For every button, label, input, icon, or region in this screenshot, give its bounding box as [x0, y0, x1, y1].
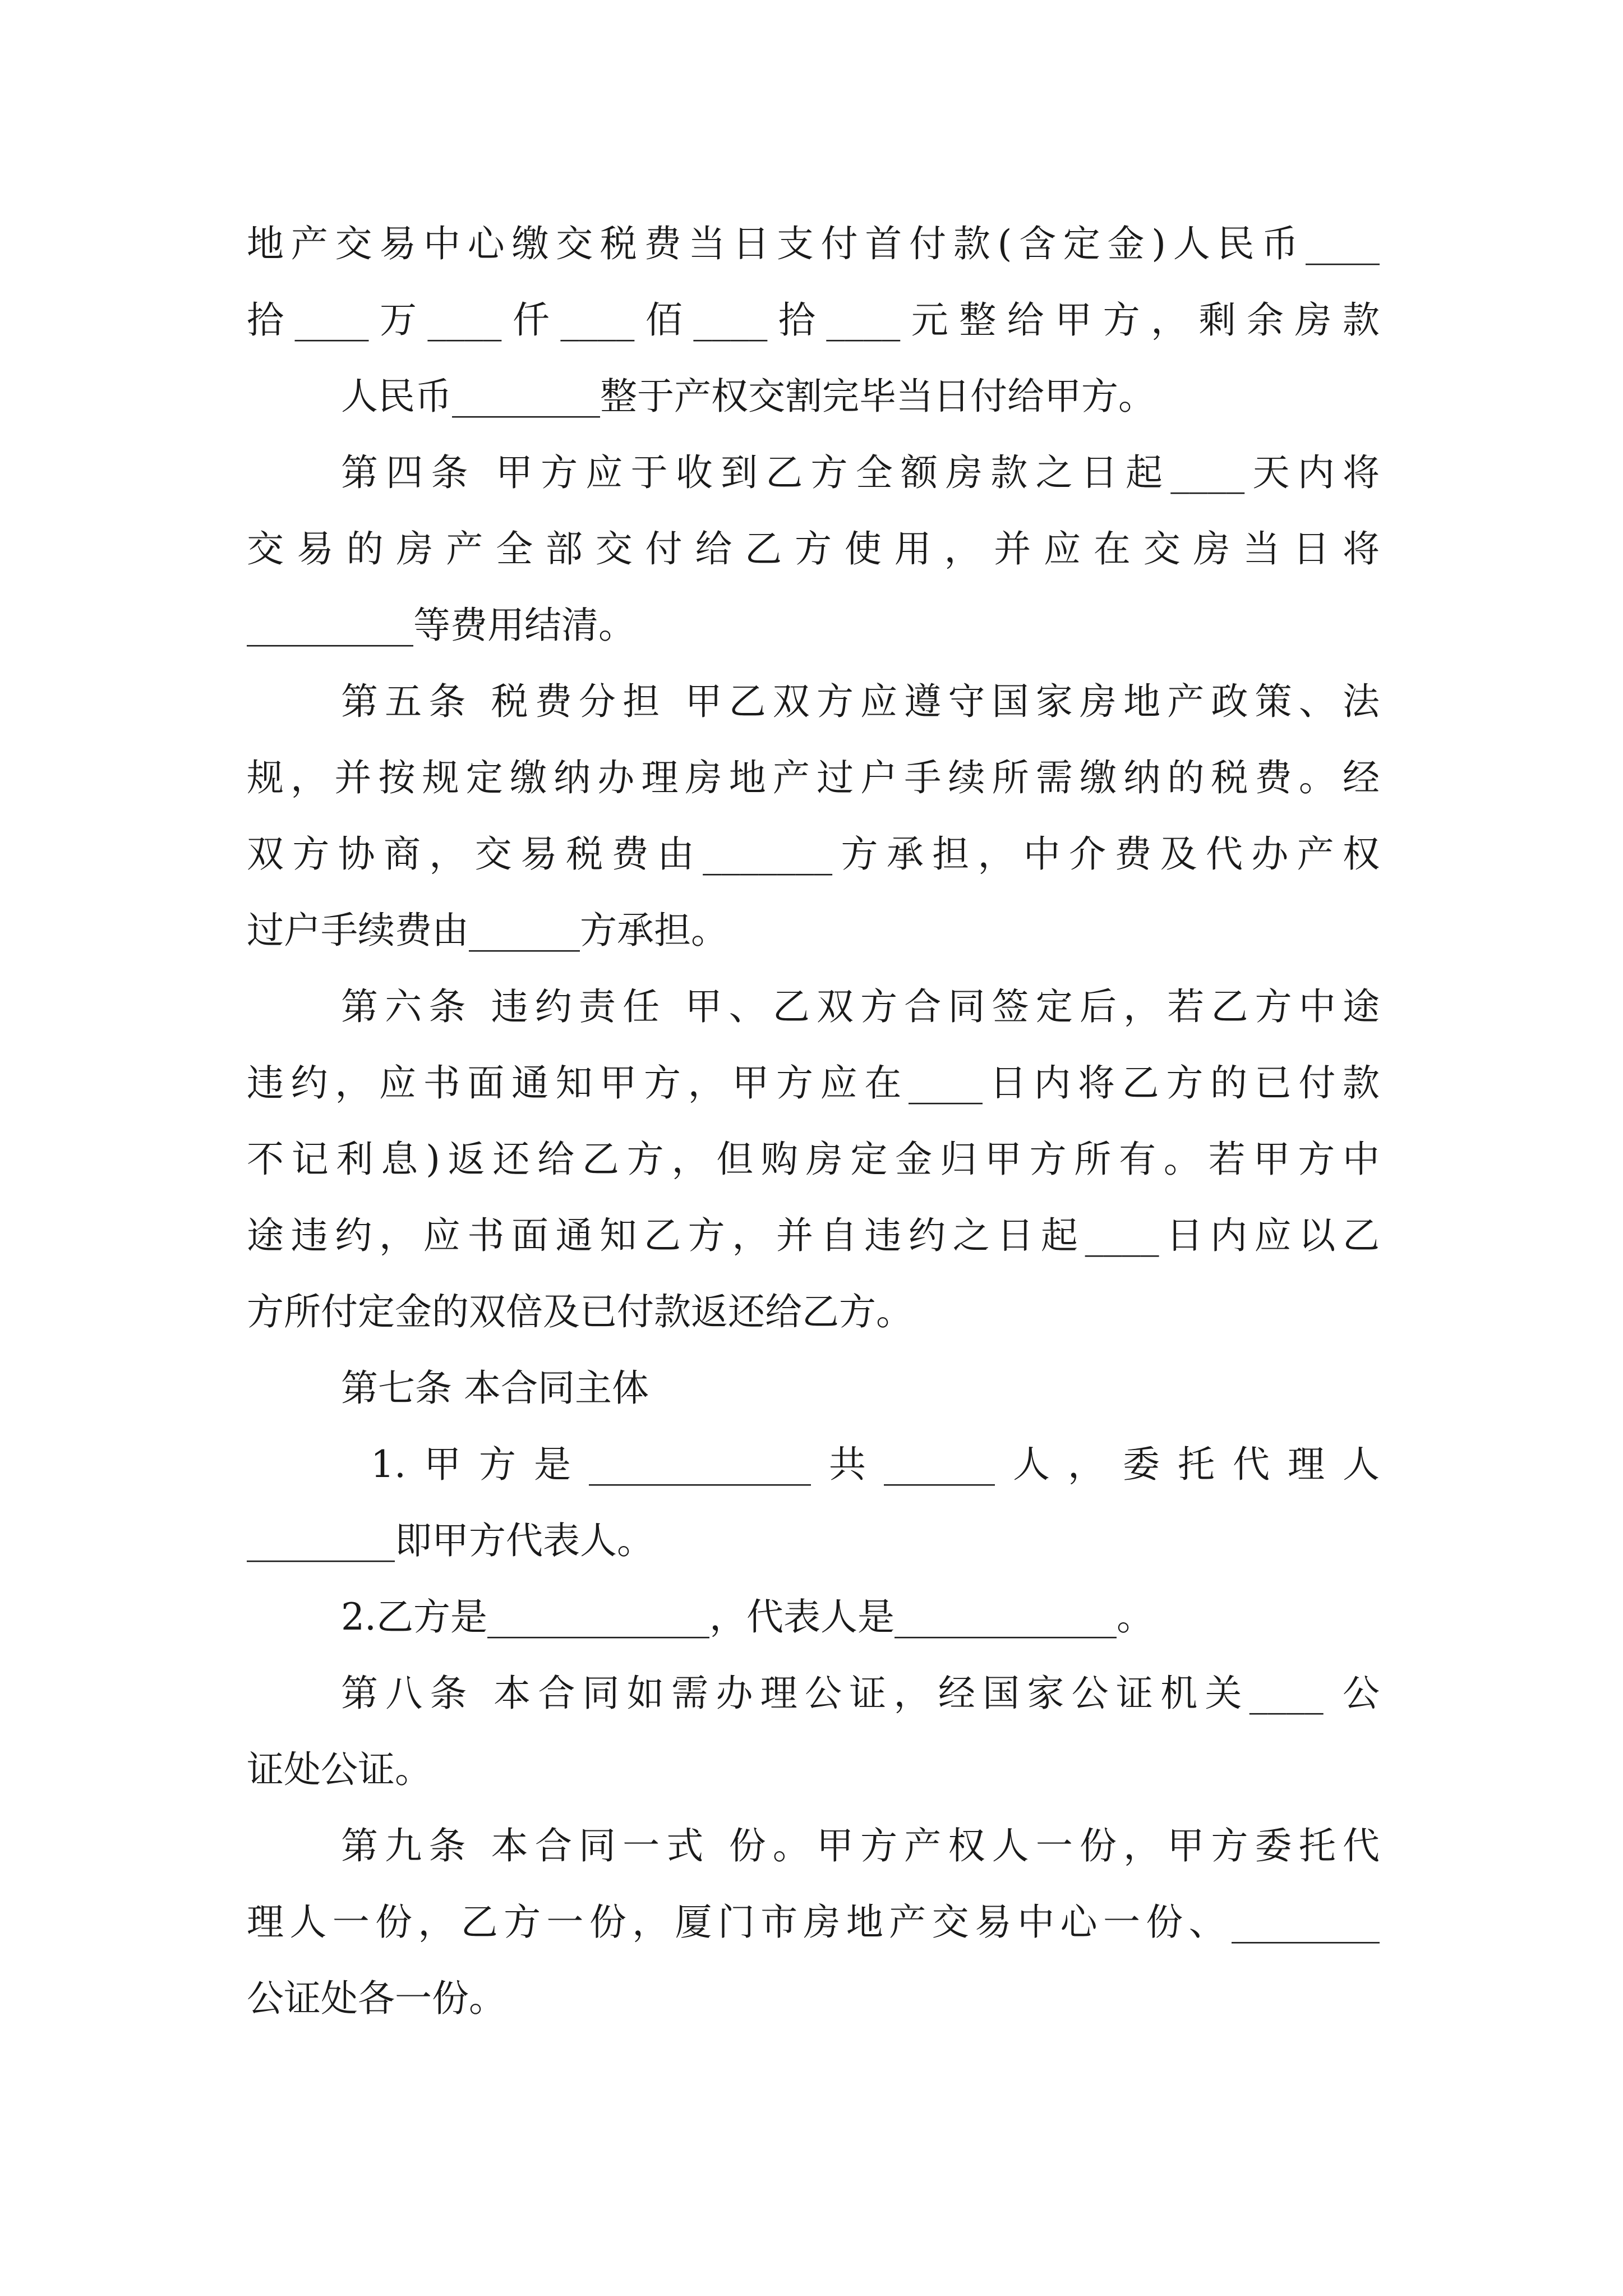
text-line-15: 方所付定金的双倍及已付款返还给乙方。	[247, 1290, 913, 1333]
text-line-11: 第六条 违约责任 甲、乙双方合同签定后，若乙方中途	[341, 985, 1380, 1028]
text-line-6: _________等费用结清。	[247, 604, 635, 647]
text-line-5: 交易的房产全部交付给乙方使用，并应在交房当日将	[247, 527, 1380, 570]
text-line-13: 不记利息)返还给乙方，但购房定金归甲方所有。若甲方中	[247, 1138, 1380, 1181]
text-line-2: 拾____万____仟____佰____拾____元整给甲方，剩余房款	[247, 298, 1380, 342]
text-line-8: 规，并按规定缴纳办理房地产过户手续所需缴纳的税费。经	[247, 756, 1380, 799]
text-line-14: 途违约，应书面通知乙方，并自违约之日起____日内应以乙	[247, 1214, 1380, 1257]
text-line-16: 第七条 本合同主体	[341, 1366, 649, 1410]
text-line-9: 双方协商，交易税费由_______方承担，中介费及代办产权	[247, 832, 1380, 876]
text-line-21: 证处公证。	[247, 1748, 432, 1791]
text-line-23: 理人一份，乙方一份，厦门市房地产交易中心一份、________	[247, 1901, 1380, 1944]
text-line-4: 第四条 甲方应于收到乙方全额房款之日起____天内将	[341, 451, 1380, 494]
text-line-20: 第八条 本合同如需办理公证，经国家公证机关____ 公	[341, 1672, 1380, 1715]
text-line-3: 人民币________整于产权交割完毕当日付给甲方。	[341, 375, 1155, 418]
text-line-10: 过户手续费由______方承担。	[247, 909, 728, 952]
text-line-24: 公证处各一份。	[247, 1977, 506, 2020]
text-line-7: 第五条 税费分担 甲乙双方应遵守国家房地产政策、法	[341, 680, 1380, 723]
text-line-12: 违约，应书面通知甲方，甲方应在____日内将乙方的已付款	[247, 1061, 1380, 1105]
text-line-18: ________即甲方代表人。	[247, 1519, 654, 1562]
text-line-1: 地产交易中心缴交税费当日支付首付款(含定金)人民币____	[247, 222, 1380, 265]
text-line-22: 第九条 本合同一式 份。甲方产权人一份，甲方委托代	[341, 1824, 1380, 1867]
text-line-19: 2.乙方是____________，代表人是____________。	[341, 1595, 1154, 1639]
text-line-17: 1.甲方是____________共______人，委托代理人	[341, 1443, 1380, 1486]
